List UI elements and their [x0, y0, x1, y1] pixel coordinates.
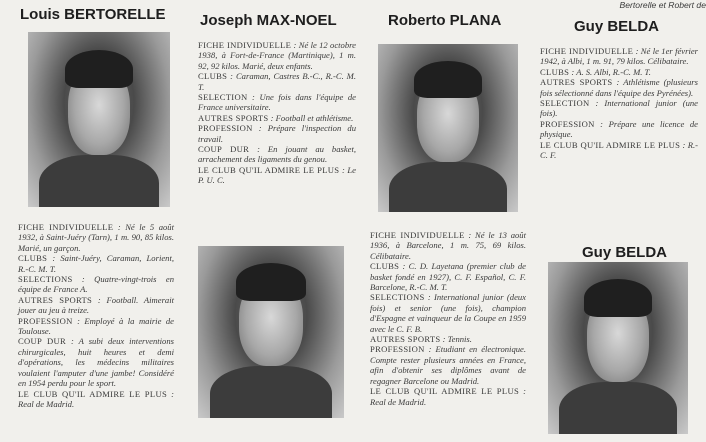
bio-paragraph: COUP DUR : A subi deux interventions chirurgicales, huit heures et demi d'opérations, les médecins militaires voulaient l'amputer d'une jambe! Considéré en 1954 perdu pour le sport. [18, 336, 174, 389]
bio-paragraph: FICHE INDIVIDUELLE : Né le 1er février 1942, à Albi, 1 m. 91, 79 kilos. Célibataire. [540, 46, 699, 67]
bio-paragraph: LE CLUB QU'IL ADMIRE LE PLUS : Real de Madrid. [370, 386, 526, 407]
bio-paragraph: SELECTION : Une fois dans l'équipe de France universitaire. [198, 92, 356, 113]
bio-paragraph: PROFESSION : Prépare l'inspection du travail. [198, 123, 356, 144]
bio-paragraph: LE CLUB QU'IL ADMIRE LE PLUS : Le P. U. C. [198, 164, 356, 186]
bio-paragraph: SELECTIONS : Quatre-vingt-trois en équipe de France A. [18, 274, 174, 295]
bio-paragraph: CLUBS : C. D. Layetana (premier club de basket fondé en 1927), C. F. Español, C. F. Barcelone, R.-C. M. T. [370, 261, 526, 293]
player-name-secondary: Guy BELDA [582, 244, 668, 261]
player-name: Joseph MAX-NOEL [200, 12, 337, 29]
bio-paragraph: PROFESSION : Etudiant en électronique. Compte rester plusieurs années en France, afin d'obtenir ses diplômes avant de regagner Barcelone ou Madrid. [370, 344, 526, 386]
bio-paragraph: AUTRES SPORTS : Football et athlétisme. [198, 112, 354, 123]
player-photo [548, 262, 688, 434]
player-bio [370, 230, 526, 407]
player-bio [198, 40, 356, 186]
bio-paragraph: PROFESSION : Employé à la mairie de Toulouse. [18, 315, 174, 337]
bio-paragraph: CLUBS : Saint-Juéry, Caraman, Lorient, R.-C. M. T. [18, 253, 174, 274]
bio-paragraph: AUTRES SPORTS : Football. Aimerait jouer au jeu à treize. [18, 294, 174, 316]
player-name: Louis BERTORELLE [20, 6, 166, 23]
bio-paragraph: CLUBS : Caraman, Castres B.-C., R.-C. M. T. [198, 71, 356, 92]
bio-paragraph: LE CLUB QU'IL ADMIRE LE PLUS : R.-C. F. [540, 139, 699, 161]
corner-text: Bertorelle et Robert de [619, 0, 706, 10]
player-name: Roberto PLANA [388, 12, 502, 29]
bio-paragraph: CLUBS : A. S. Albi, R.-C. M. T. [540, 66, 651, 77]
player-bio [540, 46, 698, 160]
bio-paragraph: LE CLUB QU'IL ADMIRE LE PLUS : Real de Madrid. [18, 388, 174, 409]
player-name: Guy BELDA [574, 18, 660, 35]
bio-paragraph: FICHE INDIVIDUELLE : Né le 12 octobre 1938, à Fort-de-France (Martinique), 1 m. 92, 92 kilos. Marié, deux enfants. [198, 40, 356, 71]
player-bio [18, 222, 174, 409]
player-photo [28, 32, 170, 207]
bio-paragraph: PROFESSION : Prépare une licence de physique. [540, 118, 698, 140]
bio-paragraph: AUTRES SPORTS : Tennis. [370, 334, 472, 345]
bio-paragraph: COUP DUR : En jouant au basket, arrachement des ligaments du genou. [198, 144, 356, 165]
bio-paragraph: FICHE INDIVIDUELLE : Né le 13 août 1936, à Barcelone, 1 m. 75, 69 kilos. Célibataire. [370, 230, 526, 261]
bio-paragraph: SELECTIONS : International junior (deux fois) et senior (une fois), champion d'Espagne et vainqueur de la Coupe en 1959 avec le C. F. B. [370, 292, 526, 334]
bio-paragraph: AUTRES SPORTS : Athlétisme (plusieurs fois sélectionné dans l'équipe des Pyrénées). [540, 77, 698, 98]
bio-paragraph: SELECTION : International junior (une fois). [540, 98, 698, 119]
player-photo [198, 246, 344, 418]
bio-paragraph: FICHE INDIVIDUELLE : Né le 5 août 1932, à Saint-Juéry (Tarn), 1 m. 90, 85 kilos. Marié, un garçon. [18, 222, 174, 253]
player-photo [378, 44, 518, 212]
